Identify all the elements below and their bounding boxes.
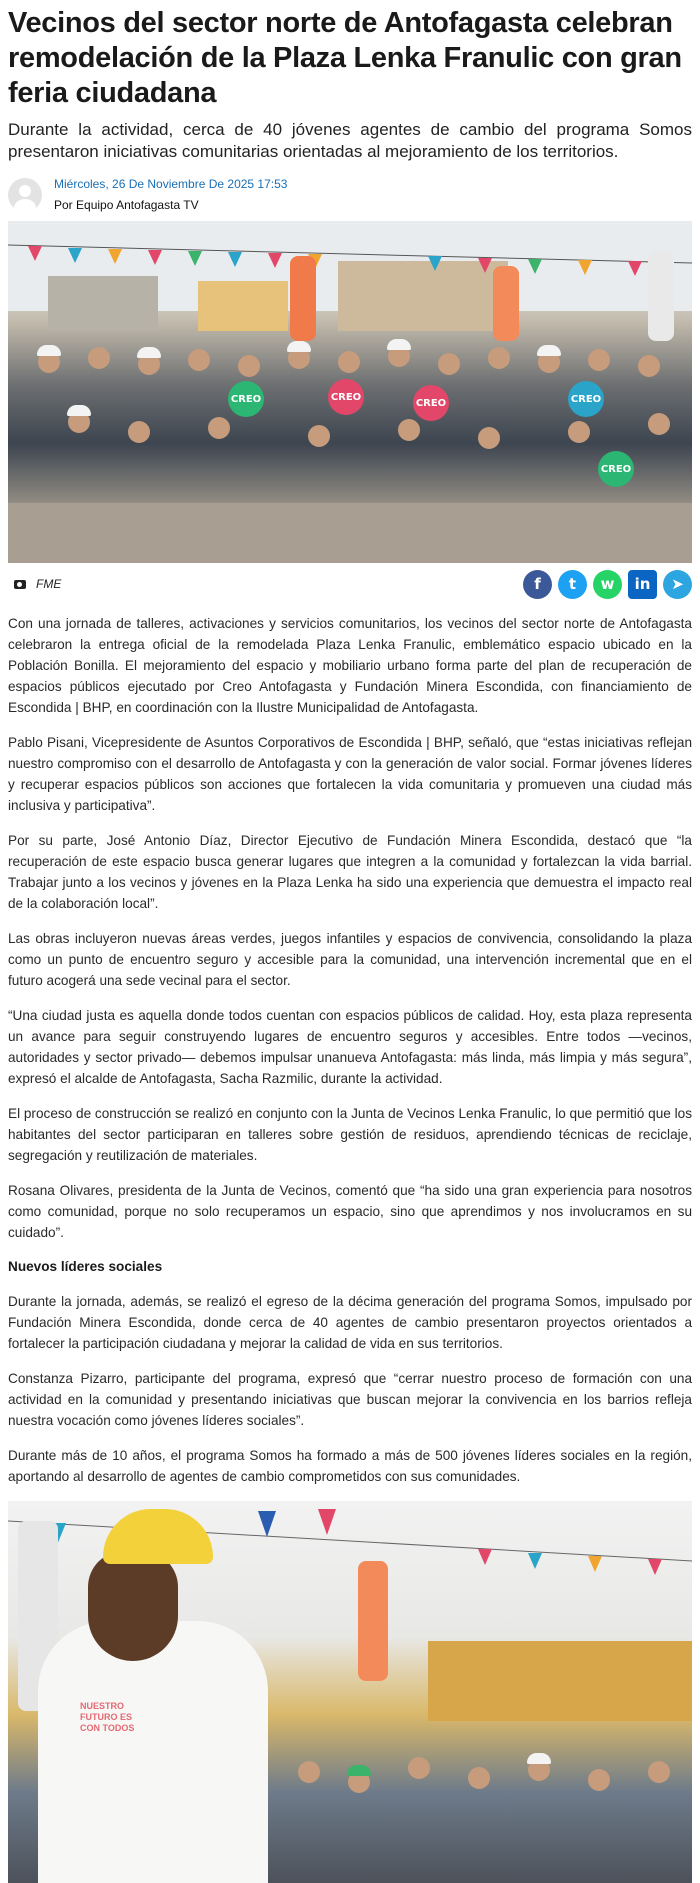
photo-building [198,281,288,331]
shirt-slogan: NUESTRO FUTURO ES CON TODOS [80,1701,135,1733]
bunting-flags [8,241,692,281]
paragraph: Constanza Pizarro, participante del programa, expresó que “cerrar nuestro proceso de formación con una actividad en la comunidad y presentando iniciativas que buscan mejorar la convivencia en los barrios refleja nuestra vocación como jóvenes líderes sociales”. [8,1371,692,1428]
paragraph: Con una jornada de talleres, activaciones y servicios comunitarios, los vecinos del sector norte de Antofagasta celebraron la entrega oficial de la remodelada Plaza Lenka Franulic, emblemático espacio ubicado en la Población Bonilla. El mejoramiento del espacio y mobiliario urbano forma parte del plan de recuperación de espacios públicos ejecutado por Creo Antofagasta y Fundación Minera Escondida, con financiamiento de Escondida | BHP, en coordinación con la Ilustre Municipalidad de Antofagasta. [8,616,692,715]
publish-date[interactable]: Miércoles, 26 De Noviembre De 2025 17:53 [54,177,288,191]
paragraph: Las obras incluyeron nuevas áreas verdes, juegos infantiles y espacios de convivencia, consolidando la plaza como un punto de encuentro seguro y accesible para la comunidad, una intervención incremental que en el futuro acogerá una sede vecinal para el sector. [8,931,692,988]
share-bar [523,570,692,599]
paragraph: Por su parte, José Antonio Díaz, Director Ejecutivo de Fundación Minera Escondida, destacó que “la recuperación de este espacio busca generar lugares que integren a la comunidad y fortalezcan la vida barrial. Trabajar junto a los vecinos y jóvenes en la Plaza Lenka ha sido una experiencia que demuestra el impacto real de la colaboración local”. [8,833,692,911]
photo-credit-text: FME [36,577,62,591]
photo-credit [8,577,61,591]
paragraph: Durante la jornada, además, se realizó el egreso de la décima generación del programa Somos, impulsado por Fundación Minera Escondida, donde cerca de 40 agentes de cambio presentaron proyectos orientados a fortalecer la participación ciudadana y mejorar la calidad de vida en sus territorios. [8,1294,692,1351]
telegram-share-icon[interactable]: ➤ [663,570,692,599]
creo-sign: CREO [568,381,604,417]
byline [8,175,692,215]
facebook-share-icon[interactable]: f [523,570,552,599]
photo-credit-row [8,569,692,599]
linkedin-share-icon[interactable]: in [628,570,657,599]
photo-building [48,276,158,331]
author-line [54,196,287,214]
main-photo[interactable] [8,221,692,563]
paragraph: Pablo Pisani, Vicepresidente de Asuntos Corporativos de Escondida | BHP, señaló, que “estas iniciativas reflejan nuestro compromiso con el desarrollo de Antofagasta y con la generación de valor social. Formar jóvenes líderes y recuperar espacios públicos son acciones que fortalecen la vida comunitaria y promueven una ciudad más inclusiva y participativa”. [8,735,692,813]
tshirt [38,1621,268,1883]
creo-sign: CREO [413,385,449,421]
article-subtitle: Durante la actividad, cerca de 40 jóvenes agentes de cambio del programa Somos presentaron iniciativas comunitarias orientadas al mejoramiento de los territorios. [8,120,692,161]
creo-sign: CREO [228,381,264,417]
feather-banner [358,1561,388,1681]
author-avatar-icon [8,178,42,212]
paragraph: Rosana Olivares, presidenta de la Junta de Vecinos, comentó que “ha sido una gran experiencia para nosotros como comunidad, porque no solo recuperamos un espacio, sino que aprendimos y nos involucramos en su cuidado”. [8,1183,692,1240]
creo-sign: CREO [598,451,634,487]
feather-banner [648,251,674,341]
photo-ground [8,503,692,563]
paragraph: Durante más de 10 años, el programa Somos ha formado a más de 500 jóvenes líderes sociales en la región, aportando al desarrollo de agentes de cambio comprometidos con sus comunidades. [8,1448,692,1484]
author-name[interactable]: Equipo Antofagasta TV [76,198,199,212]
article-body [8,613,692,1487]
feather-banner [493,266,519,341]
paragraph: El proceso de construcción se realizó en conjunto con la Junta de Vecinos Lenka Franulic, lo que permitió que los habitantes del sector participaran en talleres sobre gestión de residuos, aprendiendo técnicas de reciclaje, segregación y reutilización de materiales. [8,1106,692,1163]
article-title: Vecinos del sector norte de Antofagasta celebran remodelación de la Plaza Lenka Franulic con gran feria ciudadana [8,7,682,109]
author-prefix: Por [54,198,73,212]
feather-banner [290,256,316,341]
secondary-photo[interactable] [8,1501,692,1883]
paragraph: “Una ciudad justa es aquella donde todos cuentan con espacios públicos de calidad. Hoy, esta plaza representa un avance para seguir construyendo lugares de encuentro seguros y accesibles. Entre todos —vecinos, autoridades y sector privado— debemos impulsar unanueva Antofagasta: más linda, más limpia y más segura”, expresó el alcalde de Antofagasta, Sacha Razmilic, durante la actividad. [8,1008,692,1086]
photo-building [428,1641,692,1721]
creo-sign: CREO [328,379,364,415]
whatsapp-share-icon[interactable]: w [593,570,622,599]
section-heading: Nuevos líderes sociales [8,1259,163,1274]
article [0,6,700,1883]
camera-icon [14,580,26,589]
person-hair [88,1551,178,1661]
twitter-share-icon[interactable]: t [558,570,587,599]
